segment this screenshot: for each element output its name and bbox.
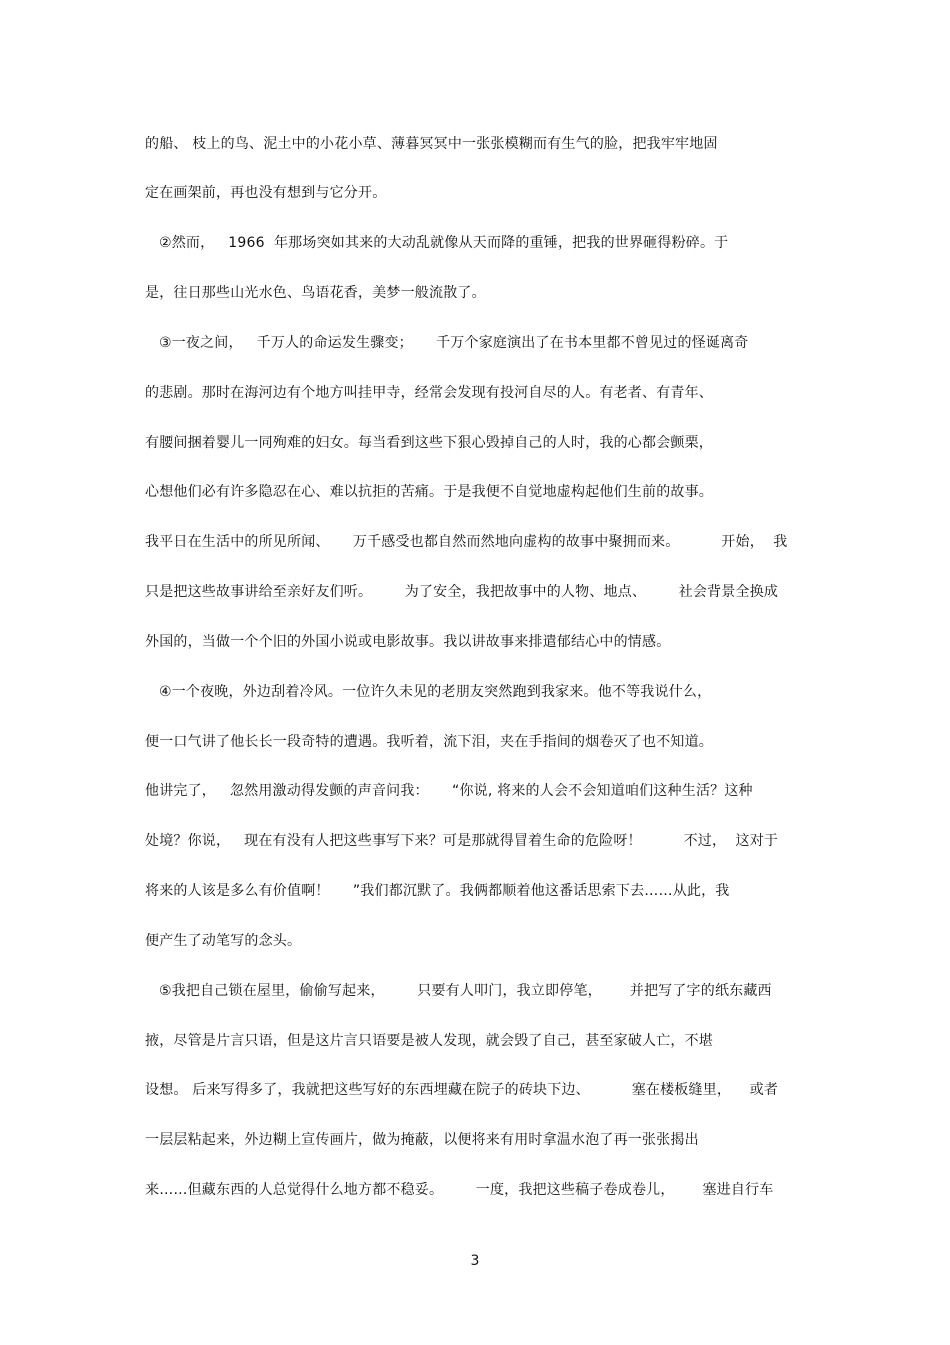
text-line-5: ③一夜之间， 千万人的命运发生骤变； 千万个家庭演出了在书本里都不曾见过的怪诞离奇 [145, 335, 749, 351]
text-line-1: 的船、 枝上的鸟、泥土中的小花小草、薄暮冥冥中一张张模糊而有生气的脸，把我牢牢地固 [145, 136, 718, 152]
text-line-19: 掖，尽管是片言只语，但是这片言只语要是被人发现，就会毁了自己，甚至家破人亡，不堪 [145, 1033, 713, 1049]
text-line-10: 只是把这些故事讲给至亲好友们听。 为了安全，我把故事中的人物、地点、 社会背景全换成 [145, 584, 779, 600]
text-line-20: 设想。 后来写得多了，我就把这些写好的东西埋藏在院子的砖块下边、 塞在楼板缝里， 或者 [145, 1082, 779, 1098]
text-line-4: 是，往日那些山光水色、鸟语花香，美梦一般流散了。 [145, 285, 486, 301]
text-line-18: ⑤我把自己锁在屋里，偷偷写起来， 只要有人叩门，我立即停笔， 并把写了字的纸东藏西 [145, 983, 772, 999]
text-line-12: ④一个夜晚，外边刮着冷风。一位许久未见的老朋友突然跑到我家来。他不等我说什么， [145, 684, 712, 700]
text-line-15: 处境？你说， 现在有没有人把这些事写下来？可是那就得冒着生命的危险呀！ 不过， 这对于 [145, 833, 779, 849]
text-line-2: 定在画架前，再也没有想到与它分开。 [145, 185, 387, 201]
text-line-17: 便产生了动笔写的念头。 [145, 933, 302, 949]
text-line-6: 的悲剧。那时在海河边有个地方叫挂甲寺，经常会发现有投河自尽的人。有老者、有青年、 [145, 385, 713, 401]
text-line-7: 有腰间捆着婴儿一同殉难的妇女。每当看到这些下狠心毁掉自己的人时，我的心都会颤栗， [145, 435, 713, 451]
text-line-13: 便一口气讲了他长长一段奇特的遭遇。我听着，流下泪，夹在手指间的烟卷灭了也不知道。 [145, 734, 713, 750]
text-line-9: 我平日在生活中的所见所闻、 万千感受也都自然而然地向虚构的故事中聚拥而来。 开始， 我 [145, 534, 788, 550]
text-line-14: 他讲完了， 忽然用激动得发颤的声音问我： “你说, 将来的人会不会知道咱们这种生活？这种 [145, 783, 753, 799]
text-line-22: 来……但藏东西的人总觉得什么地方都不稳妥。 一度，我把这些稿子卷成卷儿， 塞进自行车 [145, 1182, 774, 1198]
text-line-21: 一层层粘起来，外边糊上宣传画片，做为掩蔽，以便将来有用时拿温水泡了再一张张揭出 [145, 1132, 699, 1148]
page-number: 3 [470, 1253, 480, 1269]
text-line-16: 将来的人该是多么有价值啊！ ”我们都沉默了。我俩都顺着他这番话思索下去……从此，我 [145, 883, 730, 899]
text-line-3: ②然而， 1966 年那场突如其来的大动乱就像从天而降的重锤，把我的世界砸得粉碎。于 [145, 235, 729, 251]
text-line-8: 心想他们必有许多隐忍在心、难以抗拒的苦痛。于是我便不自觉地虚构起他们生前的故事。 [145, 484, 713, 500]
text-line-11: 外国的，当做一个个旧的外国小说或电影故事。我以讲故事来排遣郁结心中的情感。 [145, 634, 671, 650]
